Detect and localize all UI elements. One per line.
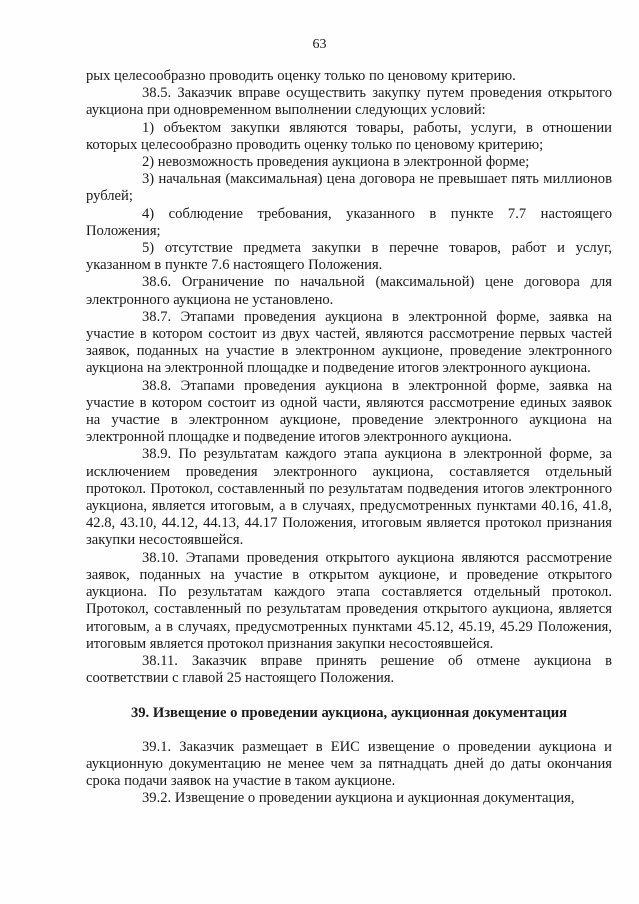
paragraph: 38.5. Заказчик вправе осуществить закупку путем проведения открытого аукциона при одновременном выполнении следующих условий: [86, 85, 612, 119]
section-38-text [86, 68, 612, 687]
paragraph: 2) невозможность проведения аукциона в электронной форме; [142, 154, 530, 171]
paragraph: 5) отсутствие предмета закупки в перечне товаров, работ и услуг, указанном в пункте 7.6 настоящего Положения. [86, 240, 612, 274]
paragraph: 38.9. По результатам каждого этапа аукциона в электронной форме, за исключением проведения электронного аукциона, составляется отдельный протокол. Протокол, составленный по результатам подведения итогов электронного аукциона, является итоговым, а в случаях, предусмотренных пунктами 40.16, 41.8, 42.8, 43.10, 44.12, 44.13, 44.17 Положения, итоговым является протокол признания закупки несостоявшейся. [86, 446, 612, 549]
paragraph: 38.8. Этапами проведения аукциона в электронной форме, заявка на участие в котором состоит из одной части, являются рассмотрение единых заявок на участие в электронном аукционе, проведение электронного аукциона на электронной площадке и подведение итогов электронного аукциона. [86, 377, 612, 446]
paragraph: 38.6. Ограничение по начальной (максимальной) цене договора для электронного аукциона не установлено. [86, 274, 612, 308]
page-number: 63 [312, 37, 327, 52]
paragraph: 38.10. Этапами проведения открытого аукциона являются рассмотрение заявок, поданных на участие в открытом аукционе, и проведение открытого аукциона. По результатам каждого этапа составляется отдельный протокол. Протокол, составленный по результатам проведения открытого аукциона, является итоговым, а в случаях, предусмотренных пунктами 45.12, 45.19, 45.29 Положения, итоговым является протокол признания закупки несостоявшейся. [86, 549, 612, 652]
paragraph: 39.2. Извещение о проведении аукциона и аукционная документация, [142, 790, 575, 807]
paragraph: 39.1. Заказчик размещает в ЕИС извещение о проведении аукциона и аукционную документацию не менее чем за пятнадцать дней до даты окончания срока подачи заявок на участие в таком аукционе. [86, 738, 612, 789]
paragraph: 1) объектом закупки являются товары, работы, услуги, в отношении которых целесообразно проводить оценку только по ценовому критерию; [86, 119, 612, 153]
section-heading: 39. Извещение о проведении аукциона, аукционная документация [130, 705, 568, 722]
paragraph: 4) соблюдение требования, указанного в пункте 7.7 настоящего Положения; [86, 205, 612, 239]
paragraph: 3) начальная (максимальная) цена договора не превышает пять миллионов рублей; [86, 171, 612, 205]
section-39-text [86, 739, 612, 808]
document-body [86, 68, 612, 807]
paragraph: рых целесообразно проводить оценку только по ценовому критерию. [86, 68, 516, 84]
paragraph: 38.7. Этапами проведения аукциона в электронной форме, заявка на участие в котором состоит из двух частей, являются рассмотрение первых частей заявок, поданных на участие в электронном аукционе, проведение электронного аукциона на электронной площадке и подведение итогов электронного аукциона. [86, 308, 612, 377]
paragraph: 38.11. Заказчик вправе принять решение об отмене аукциона в соответствии с главой 25 настоящего Положения. [86, 652, 612, 687]
